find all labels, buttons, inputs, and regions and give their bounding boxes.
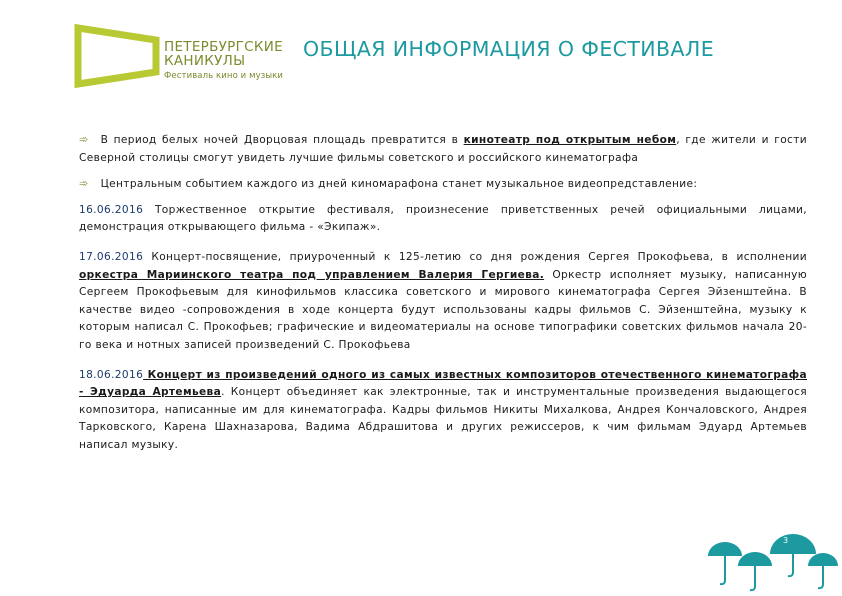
concert-highlight: Концерт из произведений одного из самых известных композиторов отечественного кинематографа - Эдуарда Артемьева (79, 368, 807, 399)
brand-text (164, 40, 283, 81)
orchestra-highlight: оркестра Мариинского театра под управлением Валерия Гергиева. (79, 268, 545, 281)
event-description-continued: Оркестр исполняет музыку, написанную Сергеем Прокофьевым для кинофильмов классика советского и мирового кинематографа Сергея Эйзенштейна. В качестве видео -сопровождения в ходе концерта будут использованы кадры фильмов С. Эйзенштейна, музыку к которым написал С. Прокофьев; графические и видеоматериалы на основе типографики советских фильмов начала 20-го века и нотных записей произведений С. Прокофьева (79, 268, 808, 351)
brand-line-1: ПЕТЕРБУРГСКИЕ (164, 39, 283, 55)
arrow-bullet-icon: ➾ (79, 133, 89, 146)
event-item (79, 367, 807, 455)
intro-paragraph (79, 131, 807, 167)
event-date: 16.06.2016 (79, 203, 144, 216)
brand-line-2: КАНИКУЛЫ (164, 53, 246, 69)
umbrellas-icon (700, 530, 840, 592)
event-description: . Концерт объединяет как электронные, так и инструментальные произведения выдающегося композитора, написанные им для кинематографа. Кадры фильмов Никиты Михалкова, Андрея Кончаловского, Андрея Тарковского, Карена Шахназарова, Вадима Абдрашитова и других режиссеров, к чим фильмам Эдуард Артемьев написал музыку. (79, 386, 807, 451)
page-number: 3 (783, 536, 789, 545)
event-description: Торжественное открытие фестиваля, произнесение приветственных речей официальными лицами, демонстрация открывающего фильма - «Экипаж». (79, 203, 807, 234)
event-description: Концерт-посвящение, приуроченный к 125-летию со дня рождения Сергея Прокофьева, в исполнении (143, 250, 807, 263)
intro-text-2: , где жители и гости Северной столицы смогут увидеть лучшие фильмы советского и российского кинематографа (79, 134, 807, 164)
page-title: ОБЩАЯ ИНФОРМАЦИЯ О ФЕСТИВАЛЕ (303, 37, 715, 61)
brand-tagline: Фестиваль кино и музыки (164, 71, 284, 81)
open-air-cinema-highlight: кинотеатр под открытым небом (463, 134, 677, 146)
central-event-paragraph (79, 175, 807, 194)
event-date: 17.06.2016 (79, 250, 144, 263)
festival-logo-icon (72, 24, 162, 90)
arrow-bullet-icon: ➾ (79, 177, 89, 191)
event-date: 18.06.2016 (79, 368, 144, 381)
event-item (79, 202, 807, 237)
document-body (79, 131, 807, 455)
intro-text-1: В период белых ночей Дворцовая площадь превратится в (100, 134, 464, 146)
event-item (79, 249, 807, 355)
central-event-text: Центральным событием каждого из дней киномарафона станет музыкальное видеопредставление: (100, 178, 698, 191)
